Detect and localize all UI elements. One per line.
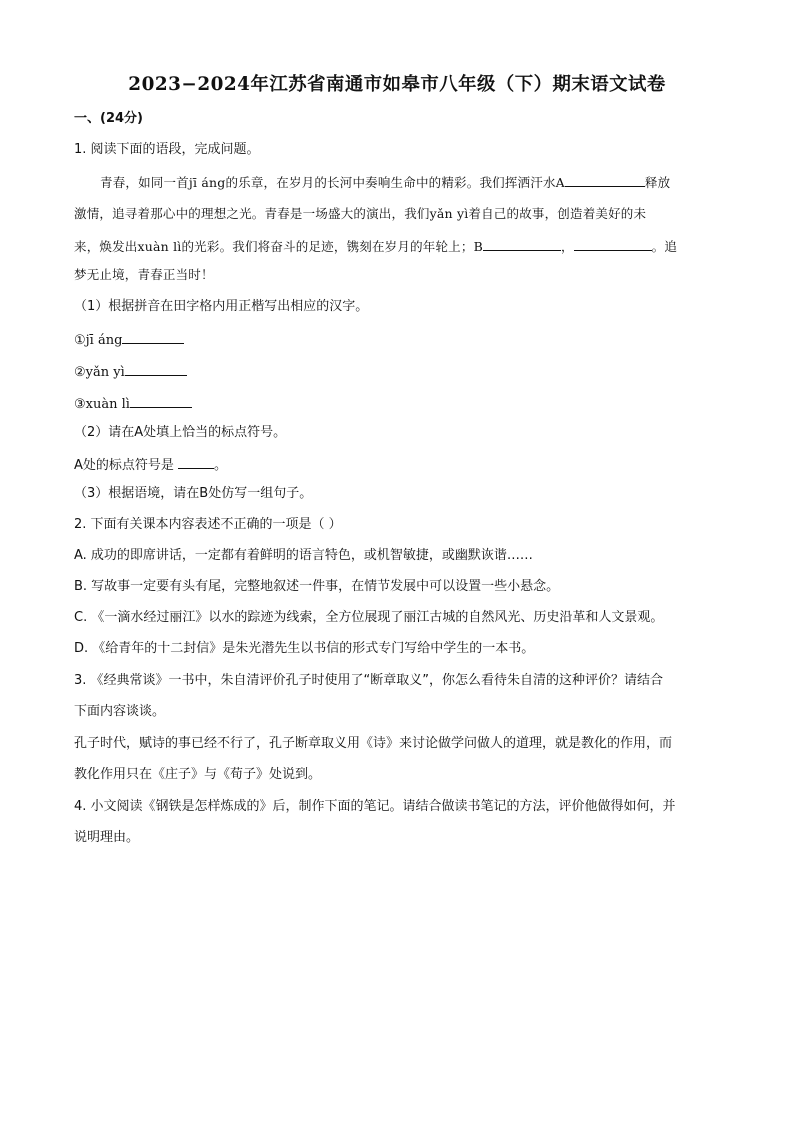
q1-stem: 1. 阅读下面的语段，完成问题。 bbox=[74, 142, 260, 157]
answer-blank-2[interactable] bbox=[125, 362, 187, 376]
q1-passage-line-4: 梦无止境，青春正当时！ bbox=[74, 267, 214, 282]
passage-text: 青春，如同一首jī áng的乐章，在岁月的长河中奏响生命中的精彩。我们挥洒汗水A bbox=[100, 175, 565, 190]
passage-text: ， bbox=[560, 239, 574, 254]
item-label: ③xuàn lì bbox=[74, 397, 130, 412]
q1-item-3 bbox=[74, 394, 192, 414]
item-label: ①jī áng bbox=[74, 333, 123, 348]
blank-a[interactable] bbox=[565, 173, 645, 187]
q2-option-a[interactable]: A. 成功的即席讲话，一定都有着鲜明的语言特色，或机智敏捷，或幽默诙谐…… bbox=[74, 548, 533, 563]
q2-option-d[interactable]: D. 《给青年的十二封信》是朱光潜先生以书信的形式专门写给中学生的一本书。 bbox=[74, 641, 535, 656]
q1-passage-line-1 bbox=[100, 173, 670, 192]
blank-b1[interactable] bbox=[483, 237, 561, 251]
passage-text: 来，焕发出xuàn lì的光彩。我们将奋斗的足迹，镌刻在岁月的年轮上；B bbox=[74, 239, 483, 254]
q3-line-1: 3. 《经典常谈》一书中，朱自清评价孔子时使用了“断章取义”，你怎么看待朱自清的这种评价？请结合 bbox=[74, 673, 664, 688]
q1-sub2: （2）请在A处填上恰当的标点符号。 bbox=[74, 425, 287, 440]
q1-passage-line-3 bbox=[74, 237, 677, 256]
q1-item-2 bbox=[74, 362, 187, 382]
answer-blank-3[interactable] bbox=[130, 394, 192, 408]
q1-sub3: （3）根据语境，请在B处仿写一组句子。 bbox=[74, 486, 313, 501]
sub2-end: 。 bbox=[214, 458, 228, 473]
passage-text: 释放 bbox=[644, 175, 671, 190]
q2-stem: 2. 下面有关课本内容表述不正确的一项是（ ） bbox=[74, 517, 342, 532]
q3-line-2: 下面内容谈谈。 bbox=[74, 704, 166, 719]
q1-sub2-answer bbox=[74, 455, 227, 475]
q3-line-3: 孔子时代，赋诗的事已经不行了，孔子断章取义用《诗》来讨论做学问做人的道理，就是教化的作用，而 bbox=[74, 736, 673, 751]
q3-line-4: 教化作用只在《庄子》与《荀子》处说到。 bbox=[74, 767, 322, 782]
blank-b2[interactable] bbox=[574, 237, 652, 251]
sub2-label: A处的标点符号是 bbox=[74, 458, 174, 473]
page-title: 2023−2024年江苏省南通市如皋市八年级（下）期末语文试卷 bbox=[128, 74, 666, 95]
item-label: ②yǎn yì bbox=[74, 365, 125, 380]
q4-line-2: 说明理由。 bbox=[74, 830, 140, 845]
passage-text: 。追 bbox=[651, 239, 678, 254]
section-heading: 一、(24分) bbox=[74, 111, 143, 126]
q4-line-1: 4. 小文阅读《钢铁是怎样炼成的》后，制作下面的笔记。请结合做读书笔记的方法，评价他做得如何，并 bbox=[74, 799, 676, 814]
answer-blank-1[interactable] bbox=[122, 330, 184, 344]
q1-sub1: （1）根据拼音在田字格内用正楷写出相应的汉字。 bbox=[74, 299, 369, 314]
q1-item-1 bbox=[74, 330, 184, 350]
q2-option-b[interactable]: B. 写故事一定要有头有尾，完整地叙述一件事，在情节发展中可以设置一些小悬念。 bbox=[74, 579, 560, 594]
q1-passage-line-2: 激情，追寻着那心中的理想之光。青春是一场盛大的演出，我们yǎn yì着自己的故事，创造着美好的未 bbox=[74, 206, 647, 221]
answer-blank-a[interactable] bbox=[178, 455, 214, 469]
q2-option-c[interactable]: C. 《一滴水经过丽江》以水的踪迹为线索，全方位展现了丽江古城的自然风光、历史沿革和人文景观。 bbox=[74, 610, 664, 625]
